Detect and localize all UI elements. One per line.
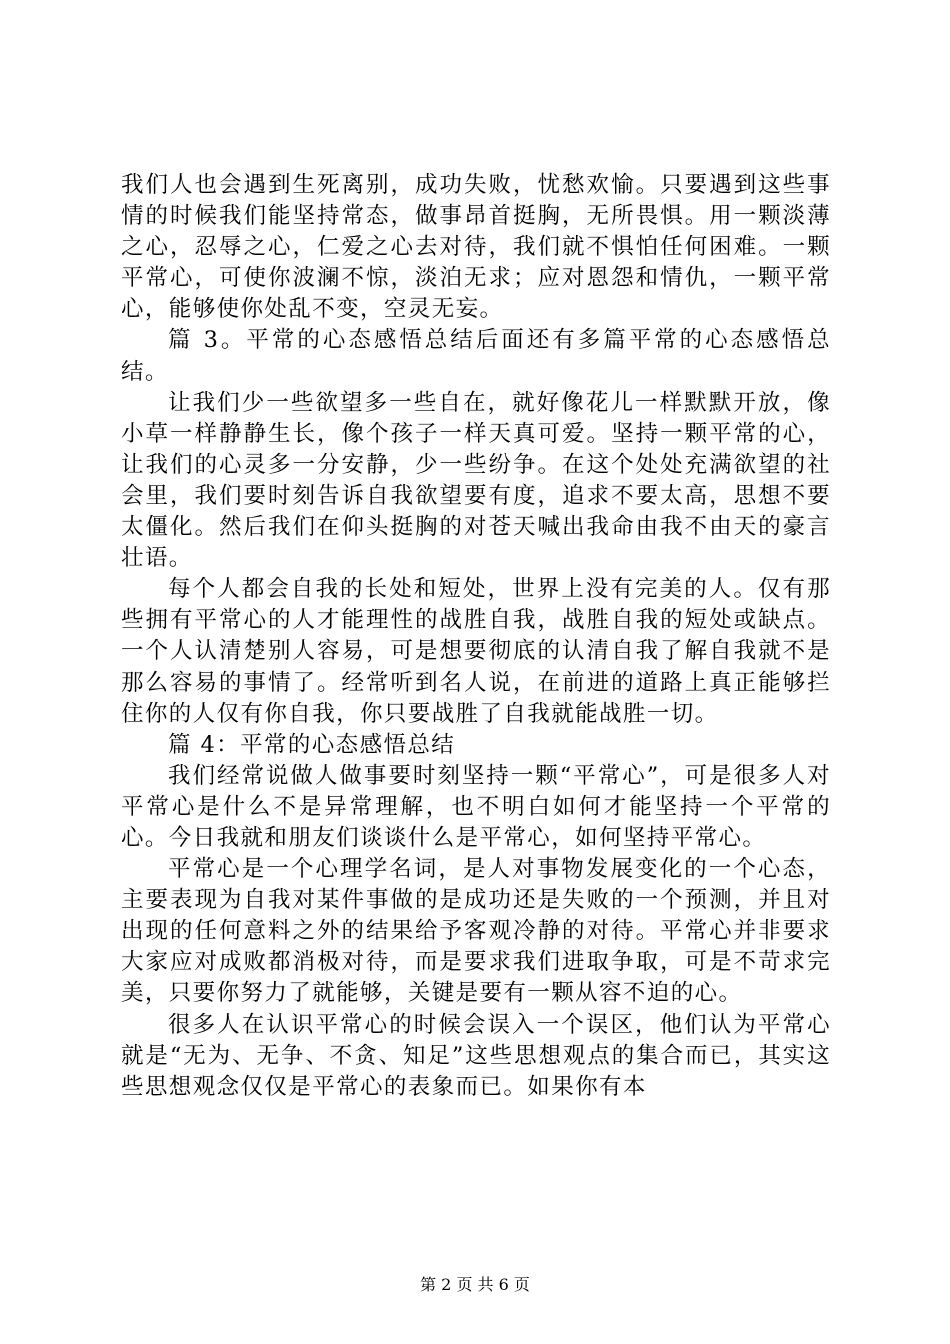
paragraph: 我们人也会遇到生死离别，成功失败，忧愁欢愉。只要遇到这些事情的时候我们能坚持常态，做事昂首挺胸，无所畏惧。用一颗淡薄之心，忍辱之心，仁爱之心去对待，我们就不惧怕任何困难。一颗平常心，可使你波澜不惊，淡泊无求；应对恩怨和情仇，一颗平常心，能够使你处乱不变，空灵无妄。 — [121, 172, 831, 323]
paragraph: 篇 3。平常的心态感悟总结后面还有多篇平常的心态感悟总结。 — [121, 327, 831, 385]
section-heading: 篇 4：平常的心态感悟总结 — [168, 731, 456, 758]
page-number-footer: 第 2 页 共 6 页 — [420, 1275, 530, 1294]
paragraph: 我们经常说做人做事要时刻坚持一颗“平常心”，可是很多人对平常心是什么不是异常理解，也不明白如何才能坚持一个平常的心。今日我就和朋友们谈谈什么是平常心，如何坚持平常心。 — [121, 762, 831, 851]
document-body — [121, 170, 831, 1103]
paragraph: 每个人都会自我的长处和短处，世界上没有完美的人。仅有那些拥有平常心的人才能理性的战胜自我，战胜自我的短处或缺点。一个人认清楚别人容易，可是想要彻底的认清自我了解自我就不是那么容易的事情了。经常听到名人说，在前进的道路上真正能够拦住你的人仅有你自我，你只要战胜了自我就能战胜一切。 — [121, 576, 831, 727]
paragraph: 让我们少一些欲望多一些自在，就好像花儿一样默默开放，像小草一样静静生长，像个孩子一样天真可爱。坚持一颗平常的心，让我们的心灵多一分安静，少一些纷争。在这个处处充满欲望的社会里，我们要时刻告诉自我欲望要有度，追求不要太高，思想不要太僵化。然后我们在仰头挺胸的对苍天喊出我命由我不由天的豪言壮语。 — [121, 389, 831, 572]
paragraph: 平常心是一个心理学名词，是人对事物发展变化的一个心态，主要表现为自我对某件事做的是成功还是失败的一个预测，并且对出现的任何意料之外的结果给予客观冷静的对待。平常心并非要求大家应对成败都消极对待，而是要求我们进取争取，可是不苛求完美，只要你努力了就能够，关键是要有一颗从容不迫的心。 — [121, 856, 831, 1007]
paragraph: 很多人在认识平常心的时候会误入一个误区，他们认为平常心就是“无为、无争、不贪、知足”这些思想观点的集合而已，其实这些思想观念仅仅是平常心的表象而已。如果你有本 — [121, 1011, 831, 1100]
